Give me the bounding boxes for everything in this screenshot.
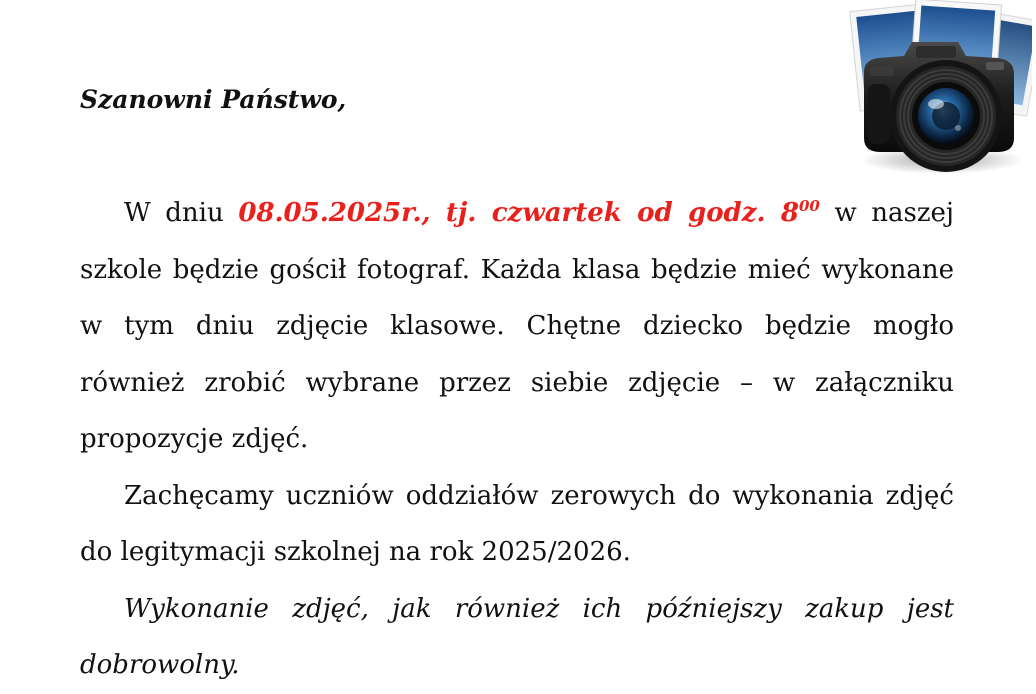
letter-body: [80, 185, 954, 694]
date-highlight: [238, 198, 820, 228]
time-superscript: 00: [799, 197, 820, 215]
paragraph-photographer-visit: [80, 185, 954, 468]
date-text: 08.05.2025r., tj. czwartek od godz. 8: [238, 198, 799, 228]
paragraph1-intro: W dniu: [124, 198, 239, 228]
paragraph-voluntary-note: Wykonanie zdjęć, jak również ich późniejszy zakup jest dobrowolny.: [80, 593, 954, 680]
salutation: Szanowni Państwo,: [80, 85, 347, 114]
paragraph-id-photos: Zachęcamy uczniów oddziałów zerowych do wykonania zdjęć do legitymacji szkolnej na rok 2025/2026.: [80, 480, 954, 567]
camera-with-photos-icon: [846, 0, 1032, 180]
paragraph1-rest: w naszej szkole będzie gościł fotograf. Każda klasa będzie mieć wykonane w tym dniu zdjęcie klasowe. Chętne dziecko będzie mogło również zrobić wybrane przez siebie zdjęcie – w załączniku propozycje zdjęć.: [80, 198, 954, 454]
